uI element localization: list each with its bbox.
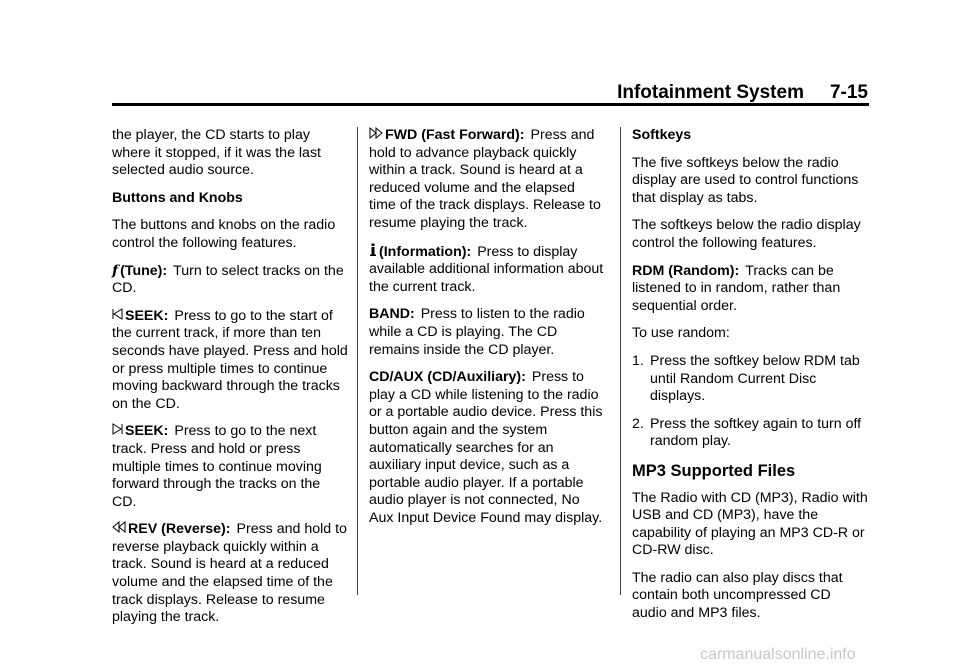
seek-forward-icon [112,423,123,441]
paragraph: The softkeys below the radio display control the following features. [632,217,861,251]
fast-forward-icon [369,127,383,145]
fwd-label: FWD (Fast Forward): [385,127,525,143]
info-label: (Information): [379,243,472,260]
rev-label: REV (Reverse): [128,521,231,538]
aux-text: Press to play a CD while listening to the radio or a portable audio device. Press this button again and the system automatically searches for an auxiliary input device, such as a portable audio player. If a portable audio player is not connected, No Aux Input Device Found may display. [369,369,603,526]
rev-entry [112,521,348,627]
tune-icon: f [112,262,119,279]
paragraph: The five softkeys below the radio display are used to control functions that display as tabs. [632,154,859,206]
rdm-entry [632,263,868,316]
info-text: Press to display available additional information about the current track. [369,243,604,295]
list-number: 1. [632,352,644,369]
paragraph: The buttons and knobs on the radio control the following features. [112,217,336,251]
seek-forward-text: Press to go to the next track. Press and hold or press multiple times to continue moving forward through the tracks on the CD. [112,423,322,510]
fwd-entry [369,127,605,233]
list-text: Press the softkey below RDM tab until Random Current Disc displays. [650,352,860,405]
column-1 [112,127,348,637]
paragraph: the player, the CD starts to play where it stopped, if it was the last selected audio source. [112,127,321,179]
aux-entry [369,369,605,527]
seek-forward-entry [112,423,348,511]
band-text: Press to listen to the radio while a CD is playing. The CD remains inside the CD player. [369,306,585,358]
heading-mp3: MP3 Supported Files [632,461,796,480]
list-text: Press the softkey again to turn off random play. [650,415,862,450]
rewind-icon [112,521,126,539]
tune-text: Turn to select tracks on the CD. [112,262,344,297]
list-number: 2. [632,415,644,432]
column-divider-2 [620,127,621,595]
section-title: Infotainment System [617,82,804,103]
seek-back-text: Press to go to the start of the current track, if more than ten seconds have played. Press and hold or press multiple times to continue moving backward through the tracks on the CD. [112,307,348,412]
header-rule [112,103,869,106]
list-item [632,353,868,406]
seek-forward-label: SEEK: [125,423,169,440]
info-entry [369,243,605,297]
seek-back-label: SEEK: [125,307,169,324]
paragraph: The radio can also play discs that contain both uncompressed CD audio and MP3 files. [632,569,843,622]
fwd-text: Press and hold to advance playback quickly within a track. Sound is heard at a reduced volume and the elapsed time of the track displays. Release to resume playing the track. [369,127,601,231]
tune-entry [112,263,348,298]
list-item [632,416,868,451]
rdm-label: RDM (Random): [632,262,740,279]
band-label: BAND: [369,306,415,323]
rdm-text: Tracks can be listened to in random, rather than sequential order. [632,262,841,314]
page-number: 7-15 [829,82,868,103]
watermark: carmanualsonline.info [700,646,856,663]
column-2 [369,127,605,537]
column-divider-1 [357,127,358,595]
tune-label: (Tune): [120,262,168,279]
seek-back-entry [112,308,348,414]
band-entry [369,306,605,359]
paragraph: To use random: [632,325,730,342]
subheading-buttons-knobs: Buttons and Knobs [112,189,243,206]
paragraph: The Radio with CD (MP3), Radio with USB and CD (MP3), have the capability of playing an MP3 CD-R or CD-RW disc. [632,489,868,559]
subheading-softkeys: Softkeys [632,127,692,143]
aux-label: CD/AUX (CD/Auxiliary): [369,369,526,386]
seek-back-icon [112,308,123,326]
info-icon [369,243,377,262]
rev-text: Press and hold to reverse playback quickly within a track. Sound is heard at a reduced volume and the elapsed time of the track displays. Release to resume playing the track. [112,521,347,626]
column-3 [632,127,868,633]
page-header [600,82,868,104]
